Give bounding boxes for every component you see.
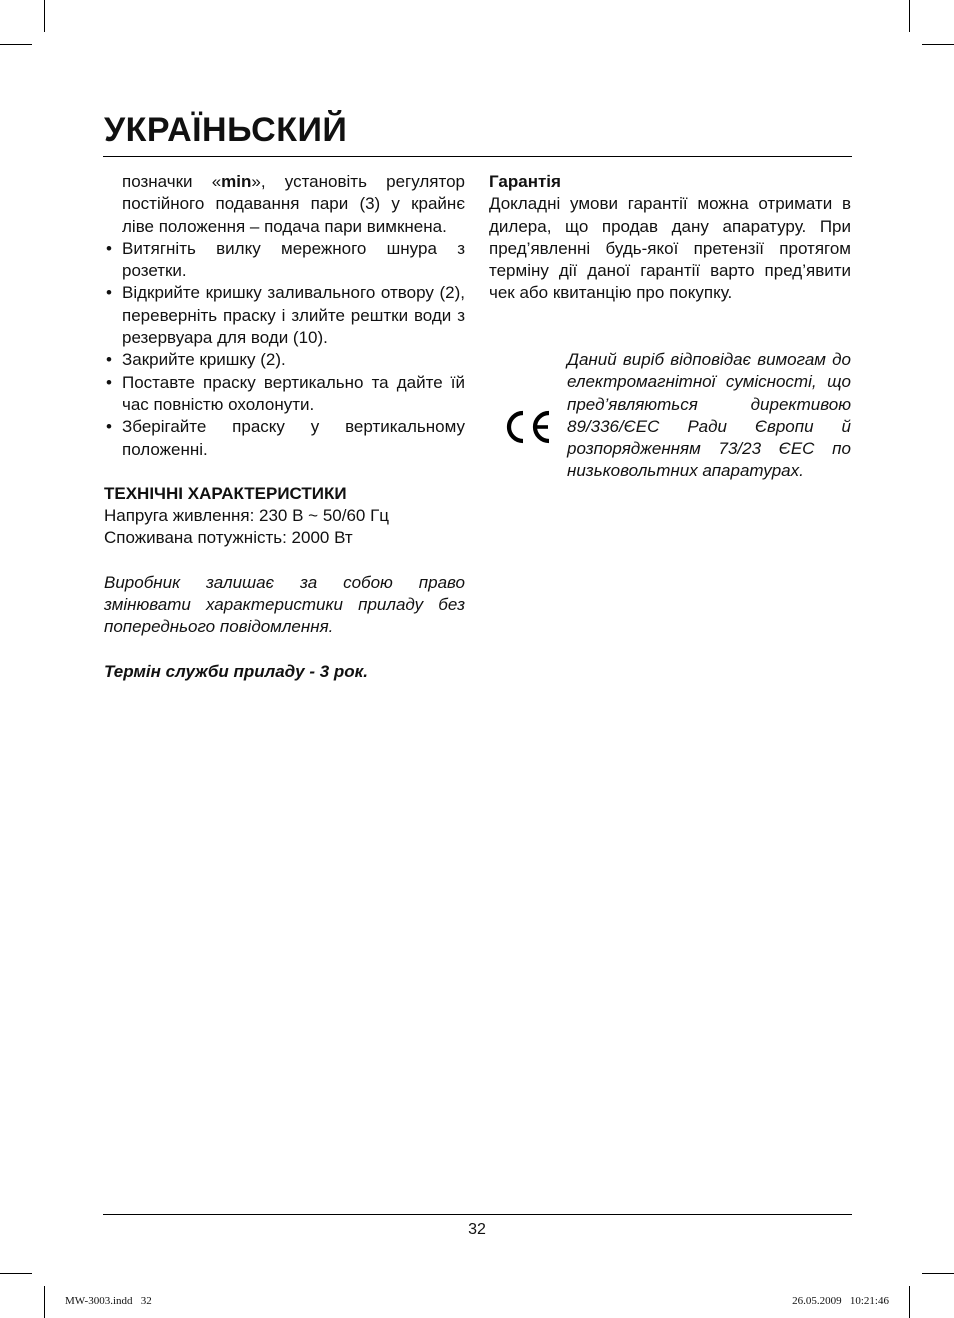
ce-mark-icon bbox=[503, 407, 555, 447]
list-item-text: Закрийте кришку (2). bbox=[122, 350, 286, 370]
footer-rule bbox=[103, 1214, 852, 1215]
header-rule bbox=[103, 156, 852, 157]
crop-mark bbox=[44, 1286, 45, 1318]
crop-mark bbox=[922, 1273, 954, 1274]
page-title: УКРАЇНЬСКИЙ bbox=[104, 111, 348, 149]
service-life: Термін служби приладу - 3 рок. bbox=[104, 661, 369, 681]
bullet-icon: • bbox=[106, 350, 112, 370]
bullet-list bbox=[104, 238, 465, 461]
list-item-text: Зберігайте праску у вертикальному положенні. bbox=[122, 417, 465, 459]
right-column bbox=[489, 171, 851, 305]
crop-mark bbox=[0, 44, 32, 45]
specs-heading: ТЕХНІЧНІ ХАРАКТЕРИСТИКИ bbox=[104, 483, 347, 503]
list-item-text: Поставте праску вертикально та дайте їй час повністю охолонути. bbox=[122, 372, 465, 414]
list-item bbox=[104, 282, 465, 349]
ce-compliance-block bbox=[489, 349, 851, 509]
page-number: 32 bbox=[468, 1221, 486, 1238]
bullet-icon: • bbox=[106, 372, 112, 392]
crop-mark bbox=[0, 1273, 32, 1274]
warranty-text: Докладні умови гарантії можна отримати в дилера, що продав дану апаратуру. При пред’явленні будь-якої претензії протягом терміну дії даної гарантії варто пред’явити чек або квитанцію про покупку. bbox=[489, 194, 851, 303]
intro-bold: min bbox=[221, 172, 252, 191]
slug-file: MW-3003.indd 32 bbox=[65, 1295, 152, 1307]
list-item bbox=[104, 349, 465, 371]
crop-mark bbox=[922, 44, 954, 45]
bullet-icon: • bbox=[106, 238, 112, 258]
list-item bbox=[104, 416, 465, 461]
crop-mark bbox=[909, 0, 910, 32]
list-item-text: Відкрийте кришку заливального отвору (2), переверніть праску і злийте рештки води з резервуара для води (10). bbox=[122, 283, 465, 348]
ce-text: Даний виріб відповідає вимогам до електромагнітної сумісності, що пред’являються директивою 89/336/ЄЕС Ради Європи й розпорядженням 73/23 ЄЕС по низьковольтних апаратурах. bbox=[567, 350, 851, 481]
intro-paragraph bbox=[104, 171, 465, 238]
list-item bbox=[104, 372, 465, 417]
crop-mark bbox=[909, 1286, 910, 1318]
warranty-heading: Гарантія bbox=[489, 172, 561, 191]
disclaimer: Виробник залишає за собою право змінювати характеристики приладу без попереднього повідомлення. bbox=[104, 572, 465, 637]
bullet-icon: • bbox=[106, 283, 112, 303]
bullet-icon: • bbox=[106, 417, 112, 437]
crop-mark bbox=[44, 0, 45, 32]
intro-text: позначки « bbox=[122, 172, 222, 191]
list-item-text: Витягніть вилку мережного шнура з розетки. bbox=[122, 238, 465, 281]
intro-text: », установіть регулятор постійного подавання пари (3) у крайнє ліве положення – подача пари вимкнена. bbox=[122, 172, 465, 236]
left-column bbox=[104, 171, 465, 683]
spec-line: Напруга живлення: 230 В ~ 50/60 Гц bbox=[104, 506, 390, 526]
list-item bbox=[104, 238, 465, 283]
spec-line: Споживана потужність: 2000 Вт bbox=[104, 528, 353, 548]
slug-date: 26.05.2009 10:21:46 bbox=[792, 1295, 889, 1307]
